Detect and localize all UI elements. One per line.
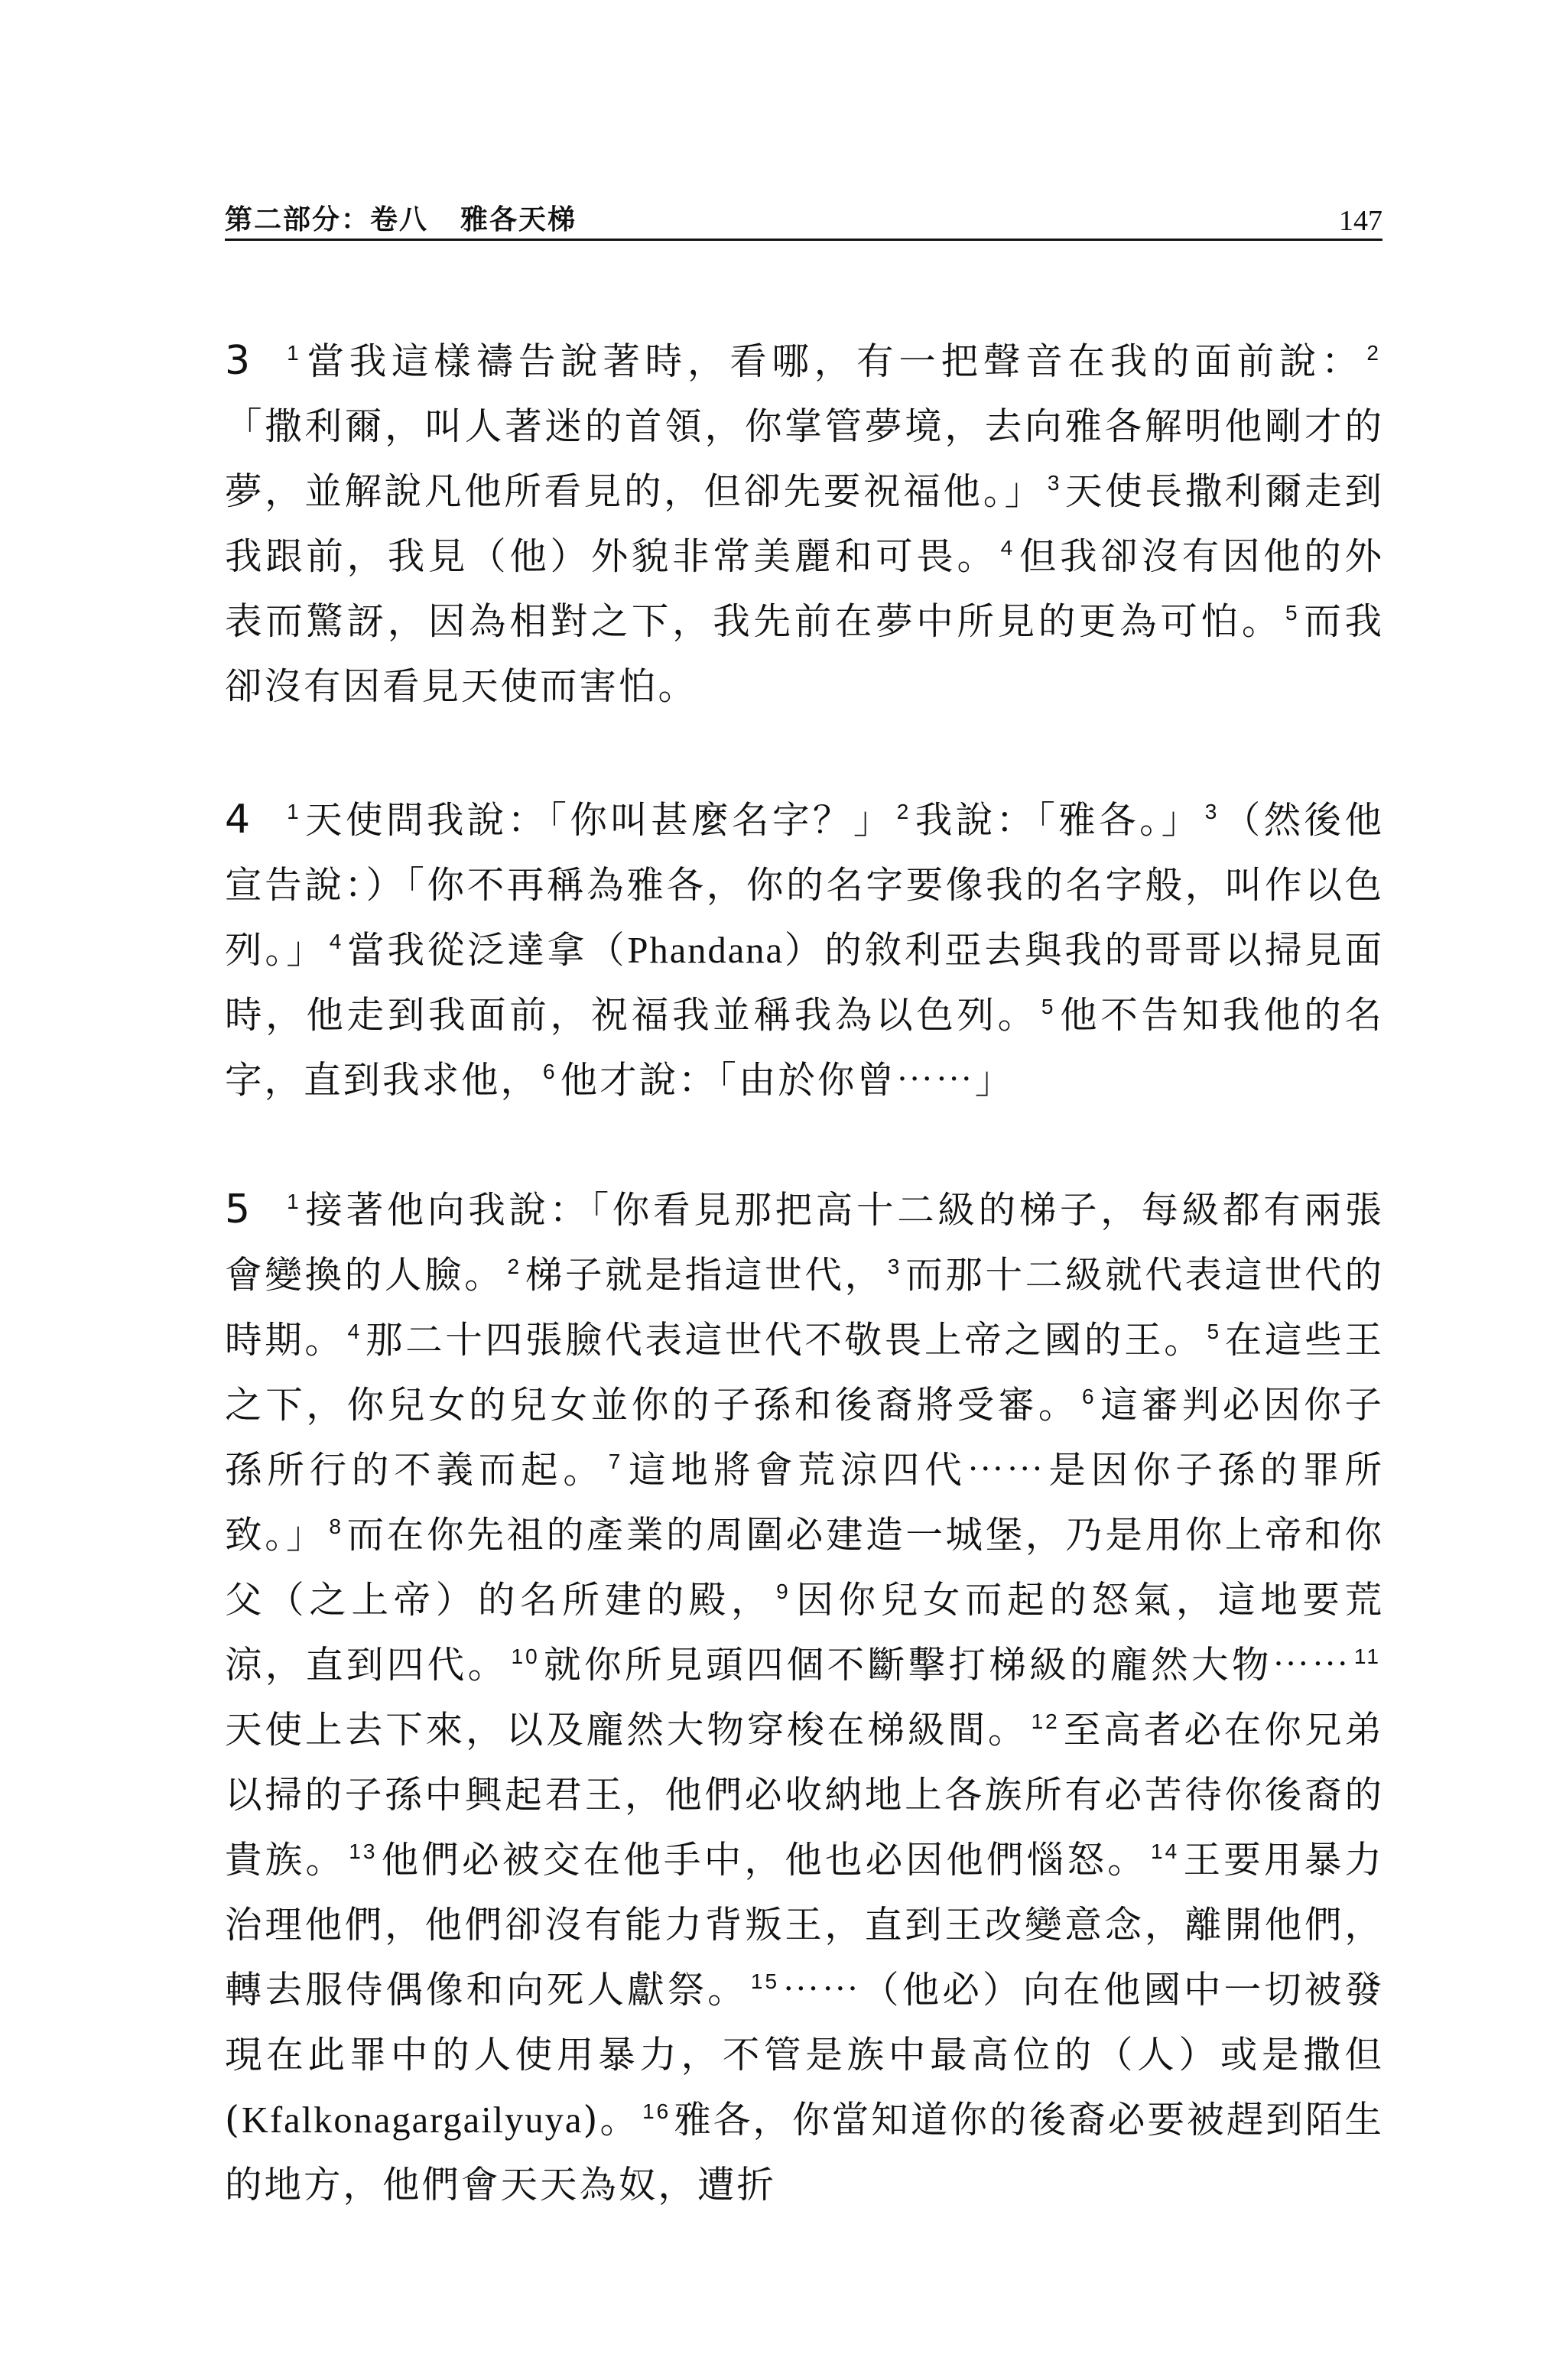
- verse-number: 4: [329, 930, 344, 953]
- verse-text: 「撒利爾，叫人著迷的首領，你掌管夢境，去向雅各解明他剛才的夢，並解說凡他所看見的，但卻先要祝福他。」: [225, 405, 1384, 513]
- verse-number: 6: [1082, 1385, 1097, 1408]
- verse-number: 2: [1366, 341, 1381, 365]
- verse-text: （然後他宣告說：）「你不再稱為雅各，你的名字要像我的名字般，叫作以色列。」: [225, 799, 1384, 972]
- verse-number: 16: [642, 2099, 671, 2123]
- verse-text: 天使問我說：「你叫甚麼名字？」: [304, 799, 894, 842]
- verse-number: 4: [347, 1320, 362, 1343]
- verse-number: 5: [1285, 601, 1300, 625]
- verse-text: 接著他向我說：「你看見那把高十二級的梯子，每級都有兩張會變換的人臉。: [225, 1189, 1384, 1297]
- verse-text: 他不告知我他的名字，直到我求他，: [225, 994, 1384, 1102]
- verse-number: 11: [1353, 1645, 1381, 1668]
- verse-text: 雅各，你當知道你的後裔必要被趕到陌生的地方，他們會天天為奴，遭折: [225, 2099, 1384, 2206]
- verse-number: 4: [1000, 536, 1015, 560]
- verse-number: 5: [1041, 995, 1056, 1018]
- verse-number: 1: [287, 1190, 301, 1213]
- verse-number: 3: [887, 1255, 902, 1278]
- chapter-number: 5: [225, 1187, 251, 1232]
- chapter-3-paragraph: [225, 329, 1384, 719]
- verse-number: 2: [896, 800, 911, 823]
- header-section: [225, 198, 577, 237]
- verse-text: 他們必被交在他手中，他也必因他們惱怒。: [380, 1839, 1149, 1882]
- verse-text: 當我這樣禱告說著時，看哪，有一把聲音在我的面前說：: [304, 340, 1364, 383]
- header-chapter-title: 雅各天梯: [460, 204, 577, 235]
- verse-text: 他才說：「由於你曾⋯⋯」: [560, 1059, 1015, 1102]
- verse-text: 那二十四張臉代表這世代不敬畏上帝之國的王。: [365, 1319, 1204, 1362]
- verse-text: ）的敘利亞去與我的哥哥以掃見面時，他走到我面前，祝福我並稱我為以色列。: [225, 929, 1384, 1037]
- verse-number: 10: [511, 1645, 540, 1668]
- verse-number: 1: [287, 341, 301, 365]
- verse-text: 就你所見頭四個不斷擊打梯級的龐然大物⋯⋯: [542, 1644, 1351, 1687]
- header-part-label: 第二部分：卷八: [225, 204, 429, 235]
- verse-text: 因你兒女而起的怒氣，這地要荒涼，直到四代。: [225, 1579, 1384, 1687]
- verse-number: 8: [329, 1515, 343, 1538]
- verse-number: 14: [1151, 1839, 1180, 1863]
- chapter-4-paragraph: [225, 787, 1384, 1113]
- verse-text: 但我卻沒有因他的外表而驚訝，因為相對之下，我先前在夢中所見的更為可怕。: [225, 535, 1384, 643]
- header-rule: [225, 239, 1382, 241]
- verse-text: 在這些王之下，你兒女的兒女並你的子孫和後裔將受審。: [225, 1319, 1384, 1427]
- verse-number: 15: [750, 1969, 780, 1993]
- place-name-latin: Phandana: [627, 930, 785, 971]
- verse-number: 13: [349, 1839, 378, 1863]
- chapter-number: 4: [225, 797, 251, 843]
- verse-number: 2: [507, 1255, 522, 1278]
- verse-text: 我說：「雅各。」: [914, 799, 1202, 842]
- verse-text: 梯子就是指這世代，: [525, 1254, 885, 1297]
- verse-number: 3: [1204, 800, 1220, 823]
- verse-text: )。: [583, 2099, 640, 2141]
- verse-text: 而我卻沒有因看見天使而害怕。: [225, 600, 1384, 708]
- verse-number: 3: [1047, 471, 1062, 495]
- verse-number: 5: [1207, 1320, 1222, 1343]
- page-number: 147: [1339, 205, 1382, 237]
- verse-number: 1: [287, 800, 301, 823]
- verse-text: 這地將會荒涼四代⋯⋯是因你子孫的罪所致。」: [225, 1449, 1384, 1557]
- name-latin: Kfalkonagargailyuya: [241, 2100, 583, 2141]
- verse-number: 7: [608, 1450, 623, 1473]
- running-header: [225, 195, 1382, 239]
- verse-number: 6: [543, 1060, 557, 1083]
- verse-number: 12: [1031, 1710, 1060, 1733]
- verse-text: 這審判必因你子孫所行的不義而起。: [225, 1384, 1384, 1492]
- verse-text: 當我從泛達拿（: [346, 929, 628, 972]
- chapter-5-paragraph: [225, 1177, 1384, 2218]
- verse-text: ⋯⋯（他必）向在他國中一切被發現在此罪中的人使用暴力，不管是族中最高位的（人）或是撒但(: [225, 1969, 1384, 2141]
- verse-text: 至高者必在你兄弟以掃的子孫中興起君王，他們必收納地上各族所有必苦待你後裔的貴族。: [225, 1709, 1384, 1882]
- verse-number: 9: [776, 1580, 791, 1603]
- verse-text: 天使長撒利爾走到我跟前，我見（他）外貌非常美麗和可畏。: [225, 470, 1384, 578]
- verse-text: 天使上去下來，以及龐然大物穿梭在梯級間。: [225, 1709, 1028, 1752]
- verse-text: 而那十二級就代表這世代的時期。: [225, 1254, 1384, 1362]
- verse-text: 王要用暴力治理他們，他們卻沒有能力背叛王，直到王改變意念，離開他們，轉去服侍偶像和向死人獻祭。: [225, 1839, 1384, 2011]
- verse-text: 而在你先祖的產業的周圍必建造一城堡，乃是用你上帝和你父（之上帝）的名所建的殿，: [225, 1514, 1384, 1622]
- chapter-number: 3: [225, 338, 251, 384]
